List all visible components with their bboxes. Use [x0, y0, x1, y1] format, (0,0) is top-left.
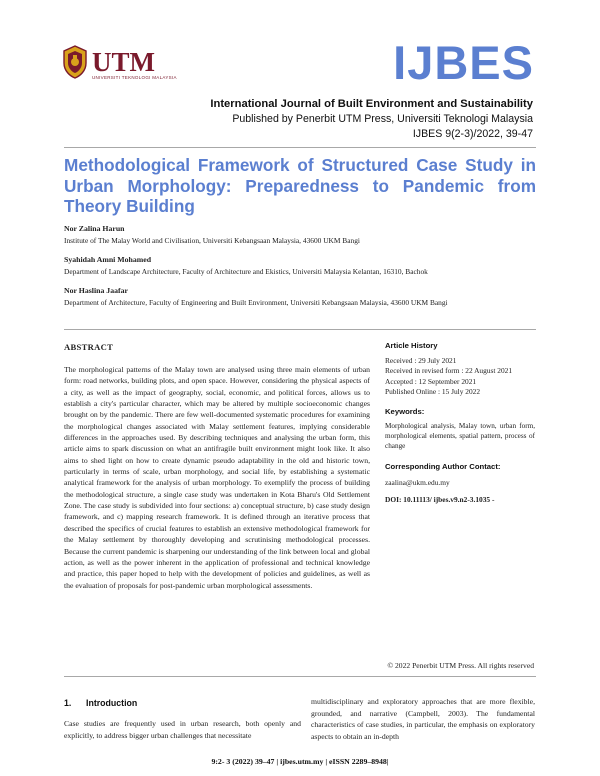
- author-affiliation: Department of Architecture, Faculty of Engineering and Built Environment, Universiti Kebangsaan Malaysia, 43600 UKM Bangi: [64, 298, 448, 307]
- journal-acronym: IJBES: [393, 36, 534, 89]
- author-name: Nor Zalina Harun: [64, 224, 125, 233]
- utm-logo-subtext: UNIVERSITI TEKNOLOGI MALAYSIA: [92, 75, 177, 80]
- author-affiliation: Institute of The Malay World and Civilisation, Universiti Kebangsaan Malaysia, 43600 UKM Bangi: [64, 236, 360, 245]
- abstract-divider: [64, 676, 536, 677]
- utm-logo-text: UTM: [92, 47, 155, 77]
- utm-crest-icon: [62, 45, 88, 79]
- author-affiliation: Department of Landscape Architecture, Faculty of Architecture and Ekistics, Universiti Malaysia Kelantan, 16310, Bachok: [64, 267, 428, 276]
- section-number: 1.: [64, 698, 72, 708]
- author-name: Nor Haslina Jaafar: [64, 286, 128, 295]
- revised-date: Received in revised form : 22 August 2021: [385, 366, 513, 375]
- journal-publisher: Published by Penerbit UTM Press, Universiti Teknologi Malaysia: [232, 113, 533, 125]
- article-history-heading: Article History: [385, 341, 438, 350]
- journal-title: International Journal of Built Environment and Sustainability: [210, 98, 533, 110]
- intro-text-left: Case studies are frequently used in urban research, both openly and explicitly, to address bigger urban challenges that necessitate: [64, 719, 301, 740]
- section-heading: [64, 698, 137, 708]
- doi-link[interactable]: DOI: 10.11113/ ijbes.v9.n2-3.1035 -: [385, 495, 495, 504]
- received-date: Received : 29 July 2021: [385, 356, 457, 365]
- intro-text-right: multidisciplinary and exploratory approaches that are more flexible, grounded, and narrative (Campbell, 2003). The fundamental characteristics of case studies, in particular, the emphasis on exploratory aspects to obtain an in-depth: [311, 697, 535, 741]
- abstract-text: The morphological patterns of the Malay town are analysed using three main elements of urban form: road networks, building plots, and open space. However, considering the physical aspects of a city, as well as the impact of geography, social, economic, and political forces, allows us to establish a city's particular character, which may be altered by multiple socioeconomic changes brought on by the pandemic. There are few well-documented systematic procedures for examining the morphological changes associated with Malay settlement features, implying considerable differences in the approaches used. By describing techniques and analysing the urban form, this article aims to spark discussion on what an antifragile built environment might look like. It also aims to shed light on how to create dynamic pseudo adaptability in the old and historic town, particularly in terms of scale, urban morphology, and social life, by establishing a systematic analytical framework for the analysis of urban morphology. To exemplify the process of building the methodological structure, a single case study was undertaken in Kota Bharu's Old Settlement Zone. The case study is subdivided into four sections: a) conceptual structure, b) case study design framework, and c) mapping research framework. It is defined through an iterative process that described the specifics of crucial features to establish an extensive methodological framework for the Malay settlement by thoroughly developing and scrutinising methodological processes. Because the current pandemic is sharpening our understanding of the link between local and global action, as well as the power inherent in the application of professional and technical knowledge and practice, this paper hoped to help with the development of policies and guidelines, as well as the evaluation of proposals for post-pandemic urban morphological assessments.: [64, 365, 370, 590]
- authors-divider: [64, 329, 536, 330]
- article-title: Methodological Framework of Structured Case Study in Urban Morphology: Preparedness to Pandemic from Theory Building: [64, 155, 536, 216]
- page-footer: 9:2- 3 (2022) 39–47 | ijbes.utm.my | eISSN 2289–8948|: [211, 757, 389, 766]
- contact-email[interactable]: zaalina@ukm.edu.my: [385, 478, 450, 487]
- abstract-heading: ABSTRACT: [64, 342, 114, 352]
- keywords-text: Morphological analysis, Malay town, urban form, morphological elements, spatial pattern, process of change: [385, 422, 535, 451]
- section-title: Introduction: [86, 698, 138, 708]
- accepted-date: Accepted : 12 September 2021: [385, 377, 477, 386]
- published-date: Published Online : 15 July 2022: [385, 387, 481, 396]
- header-divider: [64, 147, 536, 148]
- copyright-notice: © 2022 Penerbit UTM Press. All rights reserved: [387, 661, 534, 670]
- keywords-heading: Keywords:: [385, 407, 425, 416]
- contact-heading: Corresponding Author Contact:: [385, 462, 501, 471]
- journal-issue: IJBES 9(2-3)/2022, 39-47: [412, 128, 533, 140]
- author-name: Syahidah Amni Mohamed: [64, 255, 152, 264]
